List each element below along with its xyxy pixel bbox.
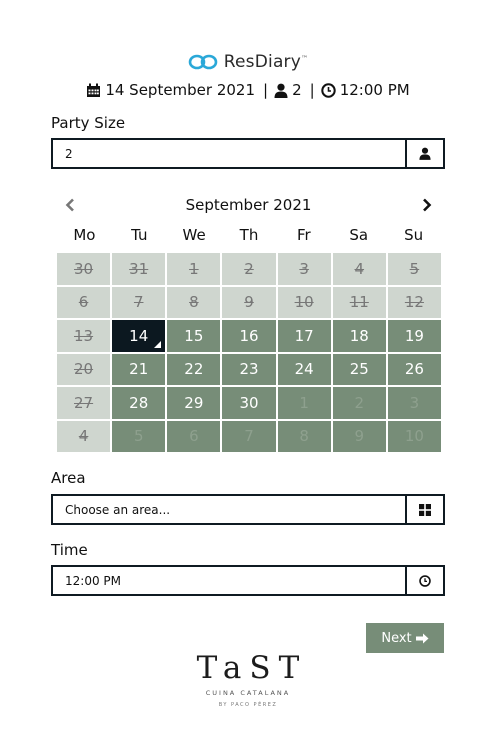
grid-icon (419, 504, 431, 516)
weekday-label: Sa (349, 226, 369, 244)
summary-separator: | (263, 81, 269, 99)
area-select-value[interactable]: Choose an area... (65, 502, 171, 517)
brand-byline: BY PACO PÉREZ (218, 702, 278, 708)
party-size-field[interactable] (51, 138, 445, 169)
calendar-day[interactable]: 8 (278, 421, 331, 453)
time-select[interactable] (51, 565, 445, 596)
weekday-label: Mo (73, 226, 96, 244)
calendar-day[interactable]: 22 (167, 354, 220, 386)
brand-subtitle: CUINA CATALANA (205, 689, 291, 697)
weekday-label: We (182, 226, 206, 244)
area-select[interactable] (51, 494, 445, 525)
next-month-button[interactable] (414, 192, 440, 218)
calendar-day[interactable]: 9 (333, 421, 386, 453)
calendar-day[interactable]: 10 (388, 421, 441, 453)
calendar-day[interactable]: 6 (167, 421, 220, 453)
arrow-right-icon (416, 633, 429, 644)
calendar-icon (86, 83, 101, 98)
calendar-day[interactable]: 3 (388, 387, 441, 419)
calendar-day: 3 (278, 253, 331, 285)
clock-icon (321, 83, 336, 98)
calendar-day: 4 (57, 421, 110, 453)
resdiary-logo (0, 52, 496, 72)
calendar-day: 2 (222, 253, 275, 285)
weekday-label: Th (239, 226, 259, 244)
next-button-label: Next (381, 630, 412, 646)
user-icon (419, 147, 431, 160)
calendar-day: 7 (112, 287, 165, 319)
party-size-addon[interactable] (405, 140, 443, 167)
area-select-addon[interactable] (405, 496, 443, 523)
party-size-value[interactable]: 2 (65, 146, 73, 161)
calendar-day: 11 (333, 287, 386, 319)
next-button[interactable] (366, 623, 444, 653)
calendar-day-selected[interactable]: 14 (112, 320, 165, 352)
summary-date: 14 September 2021 (105, 81, 256, 99)
summary-separator: | (309, 81, 315, 99)
calendar-day[interactable]: 2 (333, 387, 386, 419)
calendar-day: 1 (167, 253, 220, 285)
calendar-day[interactable]: 21 (112, 354, 165, 386)
brand-name: TaST (196, 650, 308, 686)
calendar-day: 9 (222, 287, 275, 319)
calendar-day[interactable]: 28 (112, 387, 165, 419)
calendar-day: 12 (388, 287, 441, 319)
calendar-day[interactable]: 23 (222, 354, 275, 386)
calendar-day: 10 (278, 287, 331, 319)
calendar-day: 13 (57, 320, 110, 352)
calendar-day[interactable]: 7 (222, 421, 275, 453)
summary-time: 12:00 PM (339, 81, 410, 99)
weekday-label: Fr (297, 226, 311, 244)
prev-month-button[interactable] (57, 192, 83, 218)
calendar-day[interactable]: 16 (222, 320, 275, 352)
time-select-addon[interactable] (405, 567, 443, 594)
booking-summary (0, 81, 496, 99)
calendar-day: 30 (57, 253, 110, 285)
restaurant-brand-logo (0, 650, 496, 708)
time-label: Time (51, 541, 88, 559)
calendar-month-title: September 2021 (185, 196, 312, 214)
calendar-day[interactable]: 29 (167, 387, 220, 419)
calendar-day: 6 (57, 287, 110, 319)
calendar-header (57, 192, 440, 218)
calendar-day[interactable]: 24 (278, 354, 331, 386)
calendar-day[interactable]: 19 (388, 320, 441, 352)
calendar-day: 31 (112, 253, 165, 285)
calendar-day[interactable]: 30 (222, 387, 275, 419)
chevron-right-icon (422, 198, 432, 212)
calendar-day[interactable]: 25 (333, 354, 386, 386)
time-select-value[interactable]: 12:00 PM (65, 573, 121, 588)
party-size-label: Party Size (51, 114, 126, 132)
logo-text: ResDiary™ (223, 52, 309, 72)
calendar-day[interactable]: 15 (167, 320, 220, 352)
area-label: Area (51, 469, 86, 487)
calendar-day: 20 (57, 354, 110, 386)
calendar-day: 4 (333, 253, 386, 285)
resdiary-loop-icon (188, 53, 218, 71)
weekday-header-row (57, 226, 441, 244)
clock-icon (419, 575, 431, 587)
calendar-day: 5 (388, 253, 441, 285)
calendar-day: 8 (167, 287, 220, 319)
calendar-day: 27 (57, 387, 110, 419)
calendar-day[interactable]: 17 (278, 320, 331, 352)
summary-party: 2 (292, 81, 302, 99)
calendar-day-grid (57, 253, 441, 452)
chevron-left-icon (65, 198, 75, 212)
calendar-day[interactable]: 5 (112, 421, 165, 453)
calendar-day[interactable]: 1 (278, 387, 331, 419)
weekday-label: Tu (131, 226, 148, 244)
user-icon (274, 83, 288, 98)
weekday-label: Su (404, 226, 424, 244)
calendar-day[interactable]: 26 (388, 354, 441, 386)
calendar-day[interactable]: 18 (333, 320, 386, 352)
